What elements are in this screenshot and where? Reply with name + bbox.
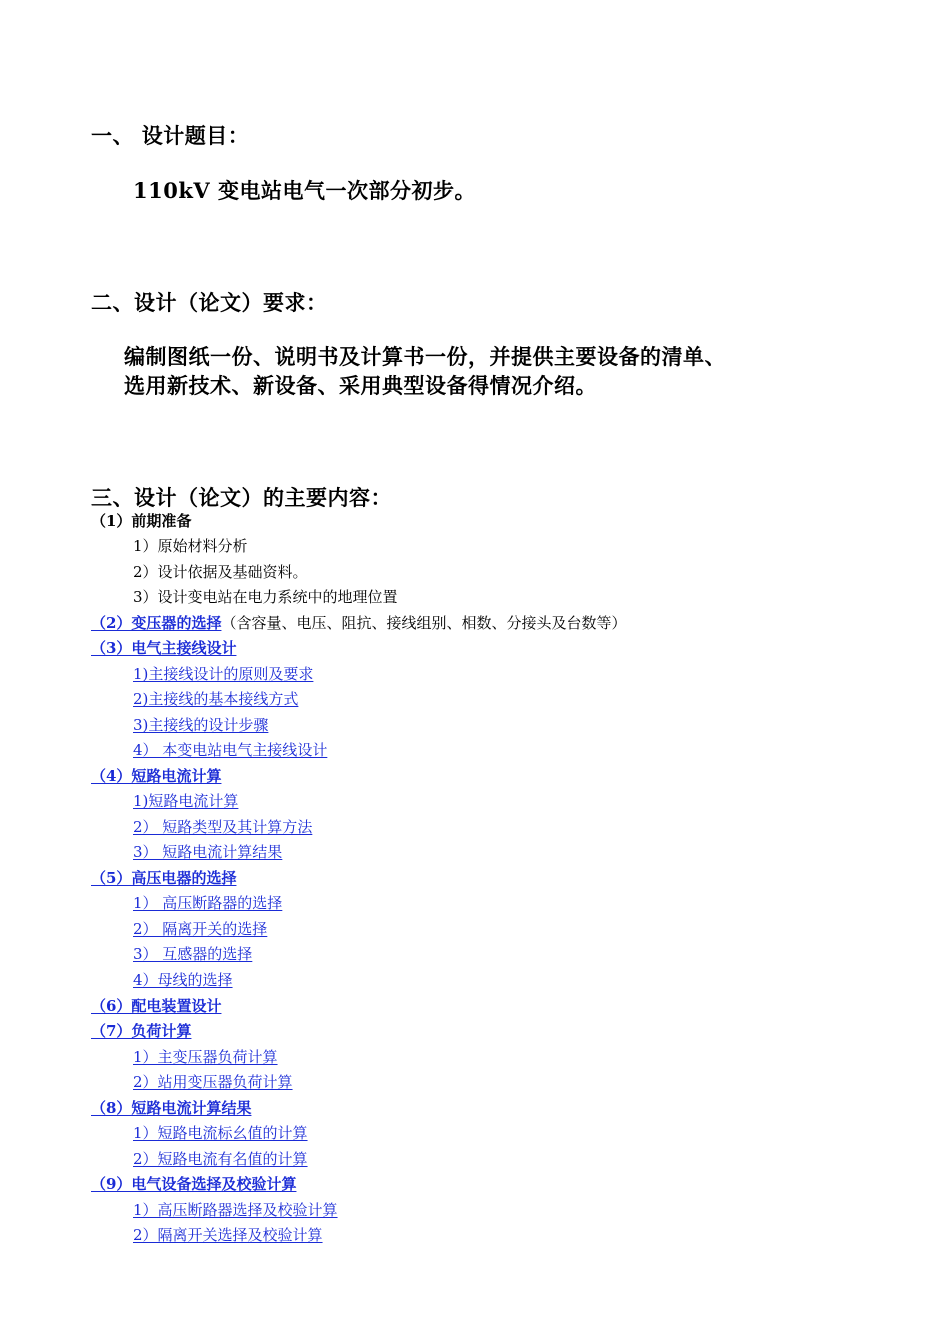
link-list-item[interactable]: 2） 短路类型及其计算方法	[133, 818, 313, 836]
link-list-item[interactable]: 2）短路电流有名值的计算	[133, 1150, 308, 1168]
link-list-item[interactable]: 1） 高压断路器的选择	[133, 894, 283, 912]
link-list-item[interactable]: 2）隔离开关选择及校验计算	[133, 1226, 323, 1244]
transformer-note: （含容量、电压、阻抗、接线组别、相数、分接头及台数等）	[221, 614, 627, 632]
link-list-item[interactable]: 2） 隔离开关的选择	[133, 920, 268, 938]
section3-heading: 三、设计（论文）的主要内容：	[91, 485, 392, 510]
link-list-item[interactable]: 1)短路电流计算	[133, 792, 239, 810]
list-item: 1）原始材料分析	[133, 537, 248, 555]
list-item: 3）设计变电站在电力系统中的地理位置	[133, 588, 398, 606]
link-main-wiring-design[interactable]: （3）电气主接线设计	[91, 639, 237, 657]
link-list-item[interactable]: 2）站用变压器负荷计算	[133, 1073, 293, 1091]
link-short-circuit-calc[interactable]: （4）短路电流计算	[91, 767, 222, 785]
list-item: 2）设计依据及基础资料。	[133, 563, 308, 581]
section1-heading: 一、 设计题目：	[91, 123, 250, 148]
link-list-item[interactable]: 1）高压断路器选择及校验计算	[133, 1201, 338, 1219]
link-list-item[interactable]: 1）主变压器负荷计算	[133, 1048, 278, 1066]
link-short-circuit-results[interactable]: （8）短路电流计算结果	[91, 1099, 252, 1117]
link-load-calc[interactable]: （7）负荷计算	[91, 1022, 192, 1040]
design-title: 110kV 变电站电气一次部分初步。	[133, 178, 476, 203]
subsection-title-preparation: （1）前期准备	[91, 512, 192, 530]
link-switchgear-design[interactable]: （6）配电装置设计	[91, 997, 222, 1015]
requirements-line-1: 编制图纸一份、说明书及计算书一份，并提供主要设备的清单、	[124, 344, 726, 369]
link-list-item[interactable]: 3） 短路电流计算结果	[133, 843, 283, 861]
link-list-item[interactable]: 1）短路电流标幺值的计算	[133, 1124, 308, 1142]
link-list-item[interactable]: 2)主接线的基本接线方式	[133, 690, 299, 708]
link-transformer-selection[interactable]: （2）变压器的选择	[91, 614, 222, 632]
link-list-item[interactable]: 1)主接线设计的原则及要求	[133, 665, 314, 683]
subsection-row-transformer	[91, 612, 626, 633]
requirements-line-2: 选用新技术、新设备、采用典型设备得情况介绍。	[124, 373, 597, 398]
link-list-item[interactable]: 4） 本变电站电气主接线设计	[133, 741, 328, 759]
link-equipment-selection-verification[interactable]: （9）电气设备选择及校验计算	[91, 1175, 297, 1193]
section2-heading: 二、设计（论文）要求：	[91, 290, 328, 315]
link-list-item[interactable]: 4）母线的选择	[133, 971, 233, 989]
link-list-item[interactable]: 3)主接线的设计步骤	[133, 716, 269, 734]
link-list-item[interactable]: 3） 互感器的选择	[133, 945, 253, 963]
link-hv-apparatus-selection[interactable]: （5）高压电器的选择	[91, 869, 237, 887]
